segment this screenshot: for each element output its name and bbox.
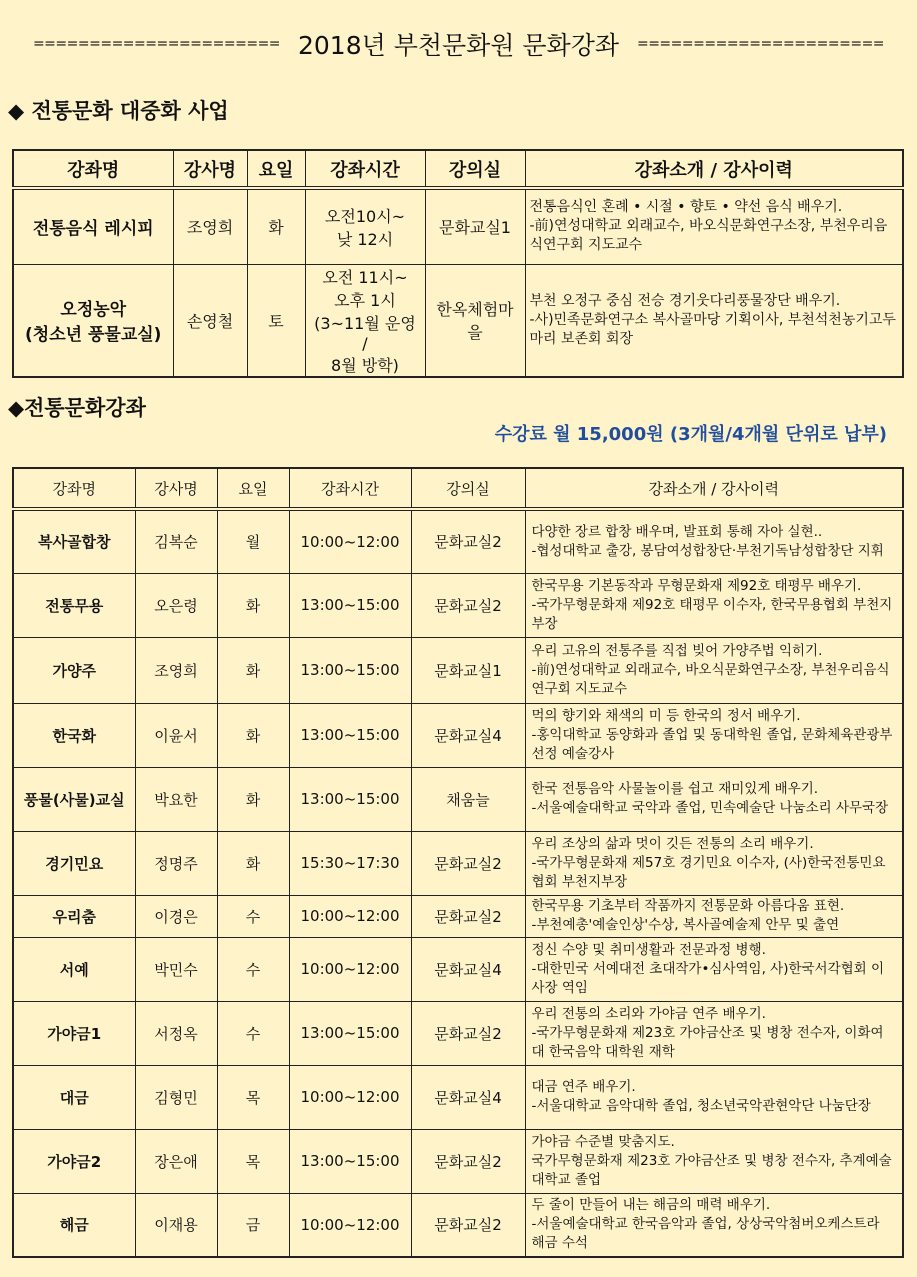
time-cell: 13:00~15:00 — [289, 1001, 411, 1065]
course-name-cell: 우리춤 — [13, 895, 135, 937]
title-text: 2018년 부천문화원 문화강좌 — [297, 31, 620, 60]
day-cell: 금 — [217, 1193, 289, 1257]
table-row — [13, 767, 903, 831]
col-header-course: 강좌명 — [13, 468, 135, 509]
description-cell: 부천 오정구 중심 전승 경기웃다리풍물장단 배우기. -사)민족문화연구소 복사골마당 기획이사, 부천석천농기고두마리 보존회 회장 — [525, 264, 903, 377]
day-cell: 화 — [217, 637, 289, 703]
room-cell: 문화교실1 — [425, 188, 525, 264]
title-rule-right: ====================== — [636, 36, 885, 52]
course-name-cell: 대금 — [13, 1065, 135, 1129]
course-name-cell: 한국화 — [13, 703, 135, 767]
day-cell: 화 — [217, 767, 289, 831]
description-cell: 두 줄이 만들어 내는 해금의 매력 배우기. -서울예술대학교 한국음악과 졸업, 상상국악첨버오케스트라 해금 수석 — [525, 1193, 903, 1257]
table-row — [13, 1193, 903, 1257]
col-header-day: 요일 — [247, 150, 305, 188]
description-cell: 전통음식인 혼례 • 시절 • 향토 • 약선 음식 배우기. -前)연성대학교 외래교수, 바오식문화연구소장, 부천우리음식연구회 지도교수 — [525, 188, 903, 264]
table-row — [13, 1129, 903, 1193]
description-cell: 우리 조상의 삶과 멋이 깃든 전통의 소리 배우기. -국가무형문화재 제57호 경기민요 이수자, (사)한국전통민요협회 부천지부장 — [525, 831, 903, 895]
room-cell: 문화교실2 — [411, 895, 525, 937]
teacher-name-cell: 장은애 — [135, 1129, 217, 1193]
col-header-room: 강의실 — [411, 468, 525, 509]
course-name-cell: 오정농악 (청소년 풍물교실) — [13, 264, 173, 377]
table-row — [13, 573, 903, 637]
table-row — [13, 637, 903, 703]
time-cell: 13:00~15:00 — [289, 703, 411, 767]
room-cell: 문화교실2 — [411, 509, 525, 573]
description-cell: 우리 고유의 전통주를 직접 빚어 가양주법 익히기. -前)연성대학교 외래교수, 바오식문화연구소장, 부천우리음식연구회 지도교수 — [525, 637, 903, 703]
day-cell: 수 — [217, 895, 289, 937]
room-cell: 채움늘 — [411, 767, 525, 831]
description-cell: 한국무용 기본동작과 무형문화재 제92호 태평무 배우기. -국가무형문화재 제92호 태평무 이수자, 한국무용협회 부천지부장 — [525, 573, 903, 637]
table-row — [13, 188, 903, 264]
room-cell: 문화교실4 — [411, 1065, 525, 1129]
table-row — [13, 703, 903, 767]
time-cell: 오전 11시~ 오후 1시 (3~11월 운영 / 8월 방학) — [305, 264, 425, 377]
page-title — [0, 26, 917, 62]
teacher-name-cell: 박요한 — [135, 767, 217, 831]
room-cell: 문화교실4 — [411, 937, 525, 1001]
course-name-cell: 전통음식 레시피 — [13, 188, 173, 264]
room-cell: 한옥체험마을 — [425, 264, 525, 377]
course-name-cell: 전통무용 — [13, 573, 135, 637]
table-row — [13, 895, 903, 937]
time-cell: 13:00~15:00 — [289, 573, 411, 637]
description-cell: 우리 전통의 소리와 가야금 연주 배우기. -국가무형문화재 제23호 가야금산조 및 병창 전수자, 이화여대 한국음악 대학원 재학 — [525, 1001, 903, 1065]
course-name-cell: 풍물(사물)교실 — [13, 767, 135, 831]
course-name-cell: 가야금2 — [13, 1129, 135, 1193]
description-cell: 다양한 장르 합창 배우며, 발표회 통해 자아 실현.. -협성대학교 출강, 봉담여성합창단·부천기독남성합창단 지휘 — [525, 509, 903, 573]
teacher-name-cell: 오은령 — [135, 573, 217, 637]
day-cell: 화 — [217, 703, 289, 767]
teacher-name-cell: 박민수 — [135, 937, 217, 1001]
section2-header-row — [13, 468, 903, 509]
room-cell: 문화교실2 — [411, 573, 525, 637]
teacher-name-cell: 조영희 — [135, 637, 217, 703]
day-cell: 목 — [217, 1129, 289, 1193]
time-cell: 오전10시~ 낮 12시 — [305, 188, 425, 264]
room-cell: 문화교실1 — [411, 637, 525, 703]
teacher-name-cell: 서정옥 — [135, 1001, 217, 1065]
day-cell: 월 — [217, 509, 289, 573]
day-cell: 수 — [217, 1001, 289, 1065]
teacher-name-cell: 이경은 — [135, 895, 217, 937]
col-header-time: 강좌시간 — [305, 150, 425, 188]
time-cell: 10:00~12:00 — [289, 895, 411, 937]
col-header-desc: 강좌소개 / 강사이력 — [525, 150, 903, 188]
title-rule-left: ====================== — [32, 36, 281, 52]
col-header-teacher: 강사명 — [135, 468, 217, 509]
teacher-name-cell: 김복순 — [135, 509, 217, 573]
section2-table — [12, 467, 904, 1258]
course-name-cell: 서예 — [13, 937, 135, 1001]
course-name-cell: 경기민요 — [13, 831, 135, 895]
section1-table — [12, 149, 904, 378]
description-cell: 한국 전통음악 사물놀이를 쉽고 재미있게 배우기. -서울예술대학교 국악과 졸업, 민속예술단 나눔소리 사무국장 — [525, 767, 903, 831]
section2-heading: ◆전통문화강좌 — [8, 396, 146, 420]
room-cell: 문화교실2 — [411, 1193, 525, 1257]
day-cell: 목 — [217, 1065, 289, 1129]
time-cell: 13:00~15:00 — [289, 767, 411, 831]
room-cell: 문화교실4 — [411, 703, 525, 767]
room-cell: 문화교실2 — [411, 831, 525, 895]
time-cell: 15:30~17:30 — [289, 831, 411, 895]
table-row — [13, 264, 903, 377]
time-cell: 10:00~12:00 — [289, 509, 411, 573]
teacher-name-cell: 김형민 — [135, 1065, 217, 1129]
col-header-teacher: 강사명 — [173, 150, 247, 188]
table-row — [13, 1065, 903, 1129]
day-cell: 화 — [247, 188, 305, 264]
time-cell: 10:00~12:00 — [289, 937, 411, 1001]
description-cell: 정신 수양 및 취미생활과 전문과정 병행. -대한민국 서예대전 초대작가•심사역임, 사)한국서각협회 이사장 역임 — [525, 937, 903, 1001]
time-cell: 10:00~12:00 — [289, 1065, 411, 1129]
section1-header-row — [13, 150, 903, 188]
time-cell: 10:00~12:00 — [289, 1193, 411, 1257]
teacher-name-cell: 정명주 — [135, 831, 217, 895]
course-name-cell: 가야금1 — [13, 1001, 135, 1065]
day-cell: 화 — [217, 831, 289, 895]
col-header-desc: 강좌소개 / 강사이력 — [525, 468, 903, 509]
room-cell: 문화교실2 — [411, 1001, 525, 1065]
description-cell: 먹의 향기와 채색의 미 등 한국의 정서 배우기. -홍익대학교 동양화과 졸업 및 동대학원 졸업, 문화체육관광부 선정 예술강사 — [525, 703, 903, 767]
section1-heading: ◆ 전통문화 대중화 사업 — [8, 99, 229, 123]
day-cell: 수 — [217, 937, 289, 1001]
tuition-fee-note: 수강료 월 15,000원 (3개월/4개월 단위로 납부) — [494, 424, 887, 445]
day-cell: 토 — [247, 264, 305, 377]
table-row — [13, 1001, 903, 1065]
time-cell: 13:00~15:00 — [289, 637, 411, 703]
description-cell: 가야금 수준별 맞춤지도. 국가무형문화재 제23호 가야금산조 및 병창 전수자, 추계예술대학교 졸업 — [525, 1129, 903, 1193]
teacher-name-cell: 손영철 — [173, 264, 247, 377]
table-row — [13, 831, 903, 895]
course-name-cell: 가양주 — [13, 637, 135, 703]
teacher-name-cell: 이재용 — [135, 1193, 217, 1257]
col-header-time: 강좌시간 — [289, 468, 411, 509]
teacher-name-cell: 이윤서 — [135, 703, 217, 767]
table-row — [13, 509, 903, 573]
description-cell: 대금 연주 배우기. -서울대학교 음악대학 졸업, 청소년국악관현악단 나눔단장 — [525, 1065, 903, 1129]
col-header-room: 강의실 — [425, 150, 525, 188]
teacher-name-cell: 조영희 — [173, 188, 247, 264]
course-name-cell: 복사골합창 — [13, 509, 135, 573]
table-row — [13, 937, 903, 1001]
col-header-course: 강좌명 — [13, 150, 173, 188]
time-cell: 13:00~15:00 — [289, 1129, 411, 1193]
description-cell: 한국무용 기초부터 작품까지 전통문화 아름다움 표현. -부천예총'예술인상'수상, 복사골예술제 안무 및 출연 — [525, 895, 903, 937]
course-name-cell: 해금 — [13, 1193, 135, 1257]
col-header-day: 요일 — [217, 468, 289, 509]
day-cell: 화 — [217, 573, 289, 637]
room-cell: 문화교실2 — [411, 1129, 525, 1193]
